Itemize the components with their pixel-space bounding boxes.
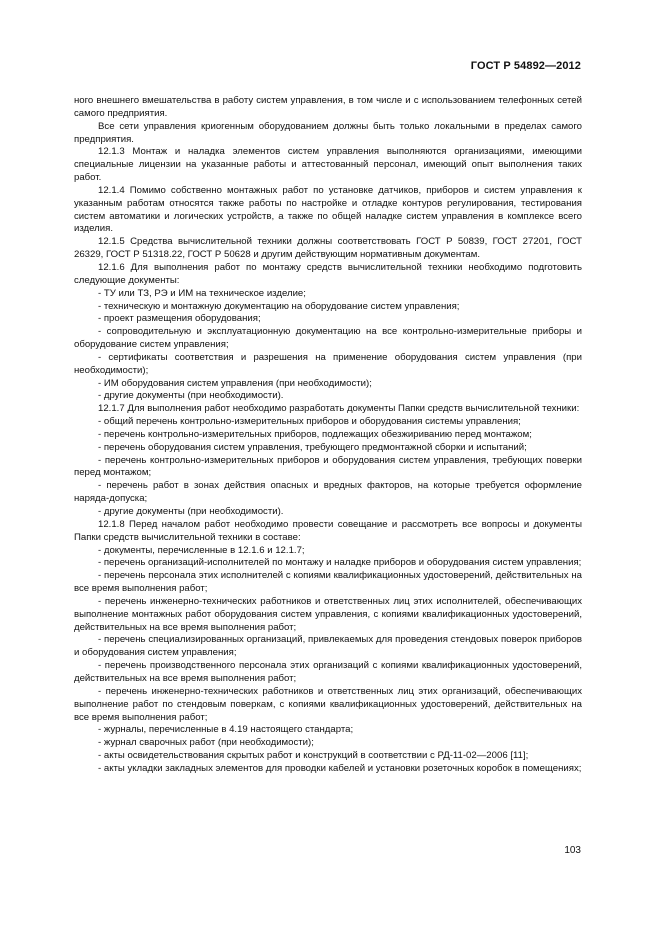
paragraph: - акты освидетельствования скрытых работ и конструкций в соответствии с РД-11-02—2006 [11]; — [98, 750, 529, 762]
paragraph: - техническую и монтажную документацию на оборудование систем управления; — [98, 300, 460, 312]
paragraph: 12.1.7 Для выполнения работ необходимо разработать документы Папки средств вычислительной техники: — [98, 403, 580, 415]
paragraph: 12.1.6 Для выполнения работ по монтажу средств вычислительной техники необходимо подготовить следующие документы: — [74, 261, 582, 286]
standard-header: ГОСТ Р 54892—2012 — [470, 60, 581, 72]
paragraph: - сопроводительную и эксплуатационную документацию на все контрольно-измерительные приборы и оборудование систем управления; — [74, 326, 582, 351]
paragraph: - документы, перечисленные в 12.1.6 и 12.1.7; — [98, 544, 305, 556]
paragraph: 12.1.5 Средства вычислительной техники должны соответствовать ГОСТ Р 50839, ГОСТ 27201, ГОСТ 26329, ГОСТ Р 51318.22, ГОСТ Р 50628 и другим действующим нормативным документам. — [74, 236, 582, 261]
paragraph: - другие документы (при необходимости). — [98, 390, 284, 402]
paragraph: 12.1.3 Монтаж и наладка элементов систем управления выполняются организациями, имеющими специальные лицензии на указанные работы и аттестованный персонал, имеющий опыт выполнения таких работ. — [74, 146, 582, 184]
paragraph: - перечень организаций-исполнителей по монтажу и наладке приборов и оборудования систем управления; — [98, 557, 582, 569]
document-body — [74, 95, 582, 776]
paragraph: - общий перечень контрольно-измерительных приборов и оборудования системы управления; — [98, 416, 521, 428]
paragraph: - журнал сварочных работ (при необходимости); — [98, 737, 314, 749]
paragraph: - перечень специализированных организаций, привлекаемых для проведения стендовых поверок приборов и оборудования систем управления; — [74, 634, 582, 659]
paragraph: - другие документы (при необходимости). — [98, 506, 284, 517]
paragraph: ного внешнего вмешательства в работу систем управления, в том числе и с использованием телефонных сетей самого предприятия. — [74, 95, 582, 119]
page-number: 103 — [564, 845, 581, 856]
paragraph: - ТУ или ТЗ, РЭ и ИМ на техническое изделие; — [98, 287, 306, 299]
paragraph: - перечень работ в зонах действия опасных и вредных факторов, на которые требуется оформление наряда-допуска; — [74, 480, 582, 505]
paragraph: Все сети управления криогенным оборудованием должны быть только локальными в пределах самого предприятия. — [74, 120, 582, 145]
paragraph: - перечень персонала этих исполнителей с копиями квалификационных удостоверений, действительных на все время выполнения работ; — [74, 570, 582, 595]
paragraph: - перечень контрольно-измерительных приборов и оборудования систем управления, требующих поверки перед монтажом; — [74, 454, 582, 479]
paragraph: 12.1.8 Перед началом работ необходимо провести совещание и рассмотреть все вопросы и документы Папки средств вычислительной техники в составе: — [74, 518, 582, 543]
paragraph: - акты укладки закладных элементов для проводки кабелей и установки розеточных коробок в помещениях; — [98, 762, 582, 774]
paragraph: - ИМ оборудования систем управления (при необходимости); — [98, 377, 372, 389]
paragraph: - проект размещения оборудования; — [98, 313, 261, 325]
paragraph: - журналы, перечисленные в 4.19 настоящего стандарта; — [98, 724, 354, 736]
paragraph: - сертификаты соответствия и разрешения на применение оборудования систем управления (при необходимости); — [74, 351, 582, 376]
paragraph: - перечень инженерно-технических работников и ответственных лиц этих исполнителей, обеспечивающих выполнение монтажных работ оборудования систем управления, с копиями квалификационных удостоверений, действительных на все время выполнения работ; — [74, 595, 582, 633]
paragraph: - перечень контрольно-измерительных приборов, подлежащих обезжириванию перед монтажом; — [98, 428, 532, 440]
paragraph: - перечень инженерно-технических работников и ответственных лиц этих организаций, обеспечивающих выполнение работ по стендовым поверкам, с копиями квалификационных удостоверений, действительных на все время выполнения работ; — [74, 685, 582, 723]
paragraph: 12.1.4 Помимо собственно монтажных работ по установке датчиков, приборов и систем управления к указанным работам относятся также работы по настройке и отладке контуров регулирования, тестирования систем автоматики и логических устройств, а также по общей наладке систем управления в комплексе всего изделия. — [74, 184, 582, 235]
paragraph: - перечень производственного персонала этих организаций с копиями квалификационных удостоверений, действительных на все время выполнения работ; — [74, 660, 582, 684]
paragraph: - перечень оборудования систем управления, требующего предмонтажной сборки и испытаний; — [98, 441, 527, 453]
